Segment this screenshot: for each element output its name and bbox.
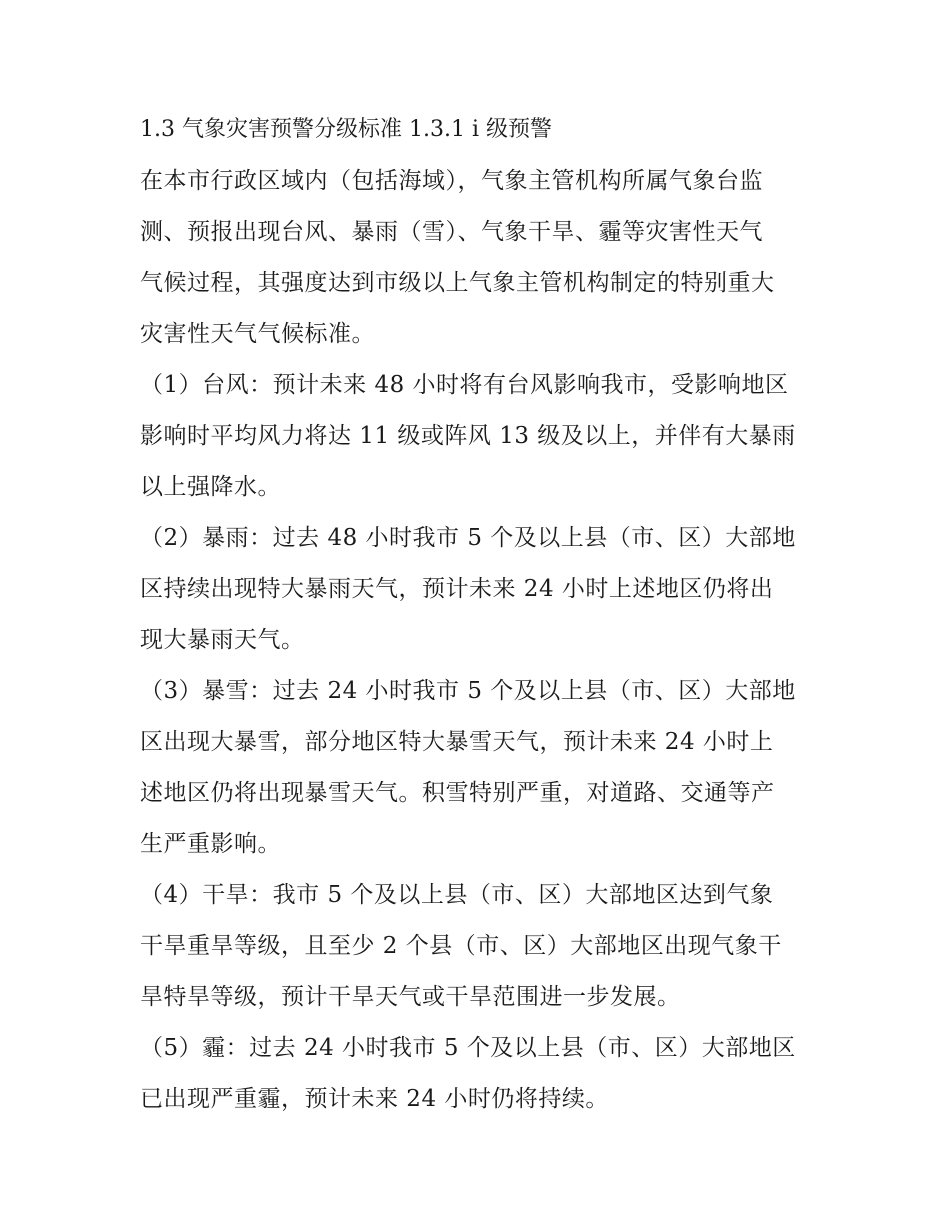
body-line: （1）台风：预计未来 48 小时将有台风影响我市，受影响地区 [140,372,789,398]
body-line: （4）干旱：我市 5 个及以上县（市、区）大部地区达到气象 [140,882,774,908]
body-line: 气候过程，其强度达到市级以上气象主管机构制定的特别重大 [140,270,775,296]
body-line: 区持续出现特大暴雨天气，预计未来 24 小时上述地区仍将出 [140,576,774,602]
body-line: 已出现严重霾，预计未来 24 小时仍将持续。 [140,1086,609,1112]
body-line: 现大暴雨天气。 [140,627,305,653]
body-line: （3）暴雪：过去 24 小时我市 5 个及以上县（市、区）大部地 [140,678,796,704]
body-line: 旱特旱等级，预计干旱天气或干旱范围进一步发展。 [140,984,681,1010]
section-heading: 1.3 气象灾害预警分级标准 1.3.1 i 级预警 [140,117,552,142]
body-line: 在本市行政区域内（包括海域），气象主管机构所属气象台监 [140,168,763,194]
body-line: 测、预报出现台风、暴雨（雪）、气象干旱、霾等灾害性天气 [140,219,763,245]
body-line: 干旱重旱等级，且至少 2 个县（市、区）大部地区出现气象干 [140,933,782,959]
body-line: 以上强降水。 [140,474,281,500]
body-line: 影响时平均风力将达 11 级或阵风 13 级及以上，并伴有大暴雨 [140,423,796,449]
body-line: （2）暴雨：过去 48 小时我市 5 个及以上县（市、区）大部地 [140,525,796,551]
body-line: （5）霾：过去 24 小时我市 5 个及以上县（市、区）大部地区 [140,1035,796,1061]
body-line: 述地区仍将出现暴雪天气。积雪特别严重，对道路、交通等产 [140,780,775,806]
body-line: 灾害性天气气候标准。 [140,321,375,347]
body-line: 区出现大暴雪，部分地区特大暴雪天气，预计未来 24 小时上 [140,729,774,755]
body-line: 生严重影响。 [140,831,281,857]
